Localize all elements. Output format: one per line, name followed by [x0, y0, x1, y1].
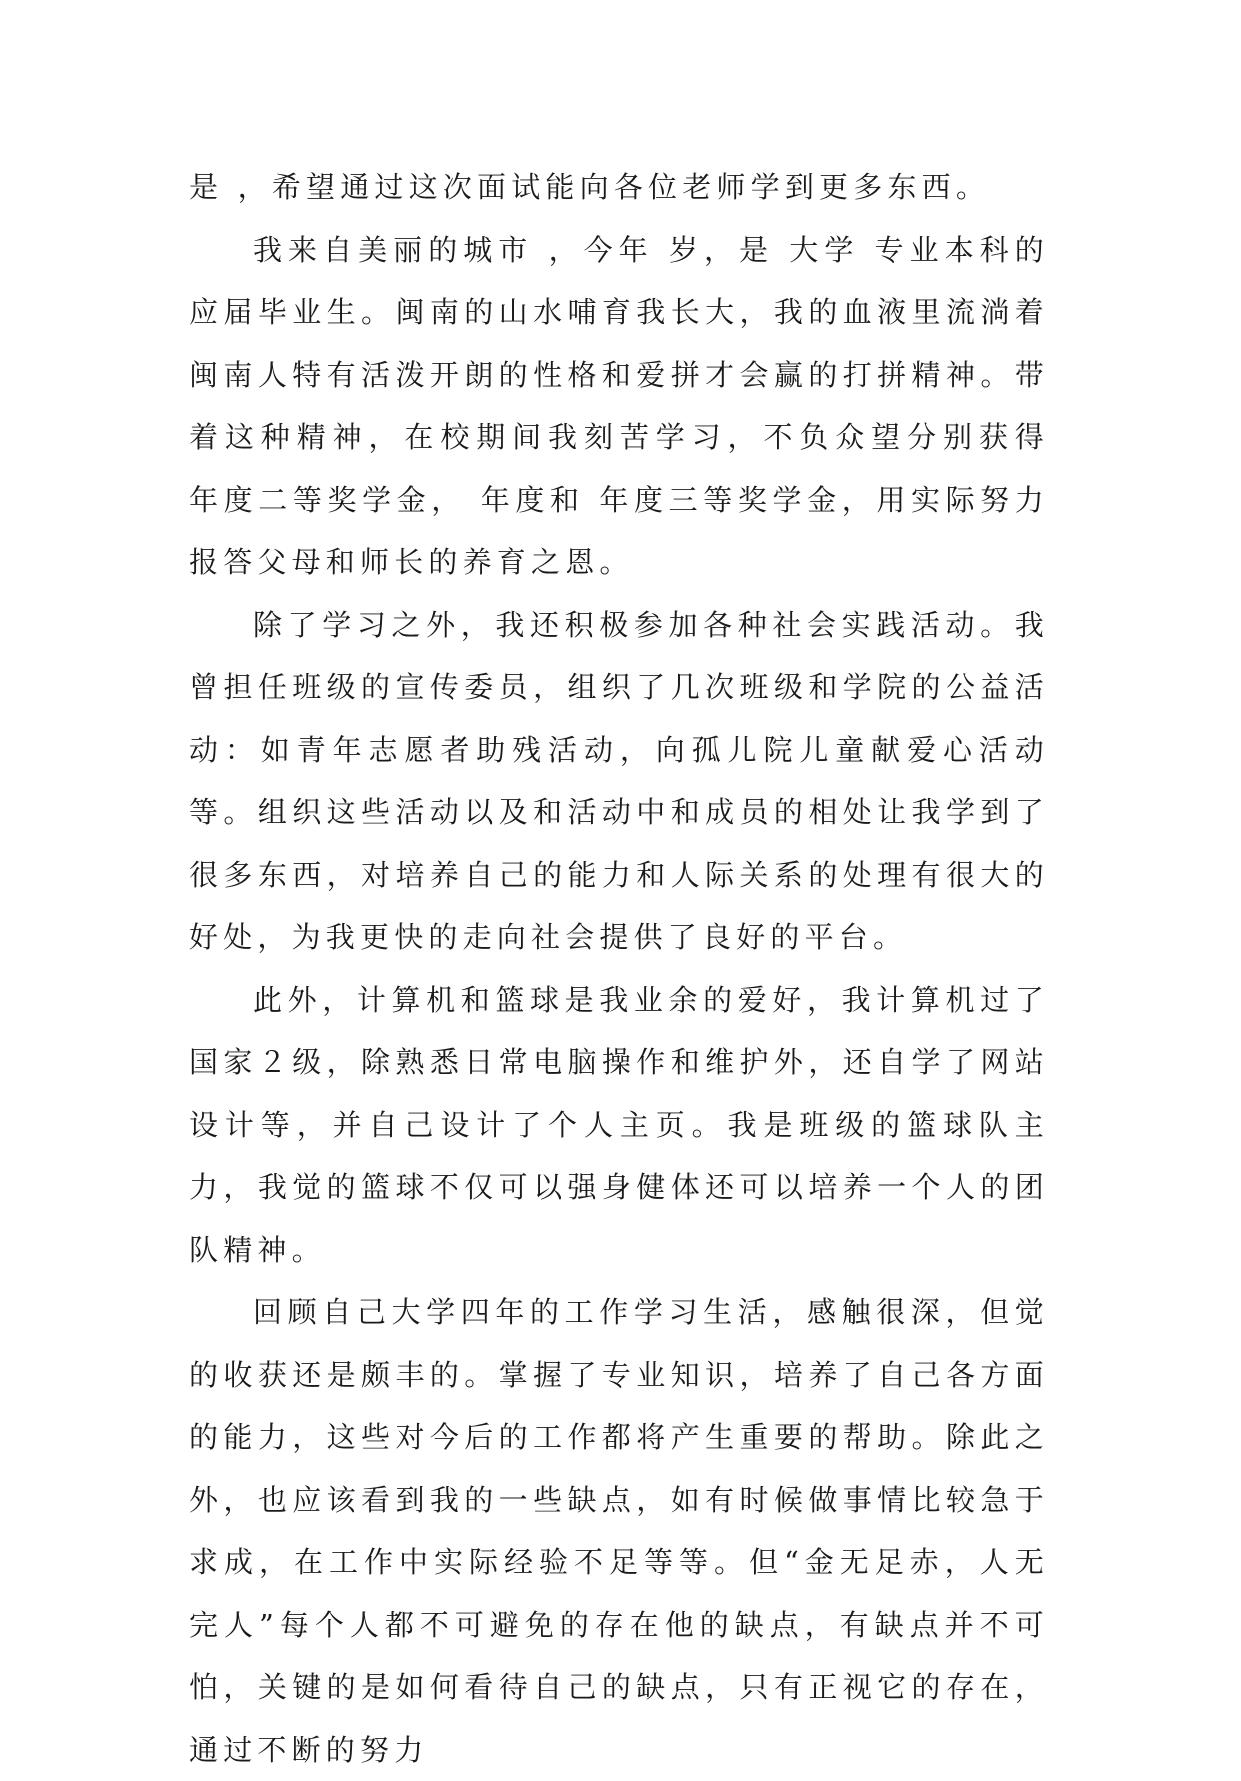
paragraph-reflection: 回顾自己大学四年的工作学习生活，感触很深，但觉的收获还是颇丰的。掌握了专业知识，培养了自己各方面的能力，这些对今后的工作都将产生重要的帮助。除此之外，也应该看到我的一些缺点，如有时候做事情比较急于求成，在工作中实际经验不足等等。但“金无足赤，人无完人”每个人都不可避免的存在他的缺点，有缺点并不可怕，关键的是如何看待自己的缺点，只有正视它的存在，通过不断的努力 [189, 1295, 1049, 1767]
paragraph-opening-line: 是 ，希望通过这次面试能向各位老师学到更多东西。 [189, 170, 991, 204]
document-body [189, 156, 1064, 1781]
paragraph-self-introduction: 我来自美丽的城市 ，今年 岁，是 大学 专业本科的应届毕业生。闽南的山水哺育我长大，我的血液里流淌着闽南人特有活泼开朗的性格和爱拼才会赢的打拼精神。带着这种精神，在校期间我刻苦学习，不负众望分别获得 年度二等奖学金， 年度和 年度三等奖学金，用实际努力报答父母和师长的养育之恩。 [189, 232, 1064, 579]
paragraph-social-activities: 除了学习之外，我还积极参加各种社会实践活动。我曾担任班级的宣传委员，组织了几次班级和学院的公益活动：如青年志愿者助残活动，向孤儿院儿童献爱心活动等。组织这些活动以及和活动中和成员的相处让我学到了很多东西，对培养自己的能力和人际关系的处理有很大的好处，为我更快的走向社会提供了良好的平台。 [189, 607, 1049, 954]
paragraph-hobbies: 此外，计算机和篮球是我业余的爱好，我计算机过了国家２级，除熟悉日常电脑操作和维护外，还自学了网站设计等，并自己设计了个人主页。我是班级的篮球队主力，我觉的篮球不仅可以强身健体还可以培养一个人的团队精神。 [189, 982, 1049, 1267]
